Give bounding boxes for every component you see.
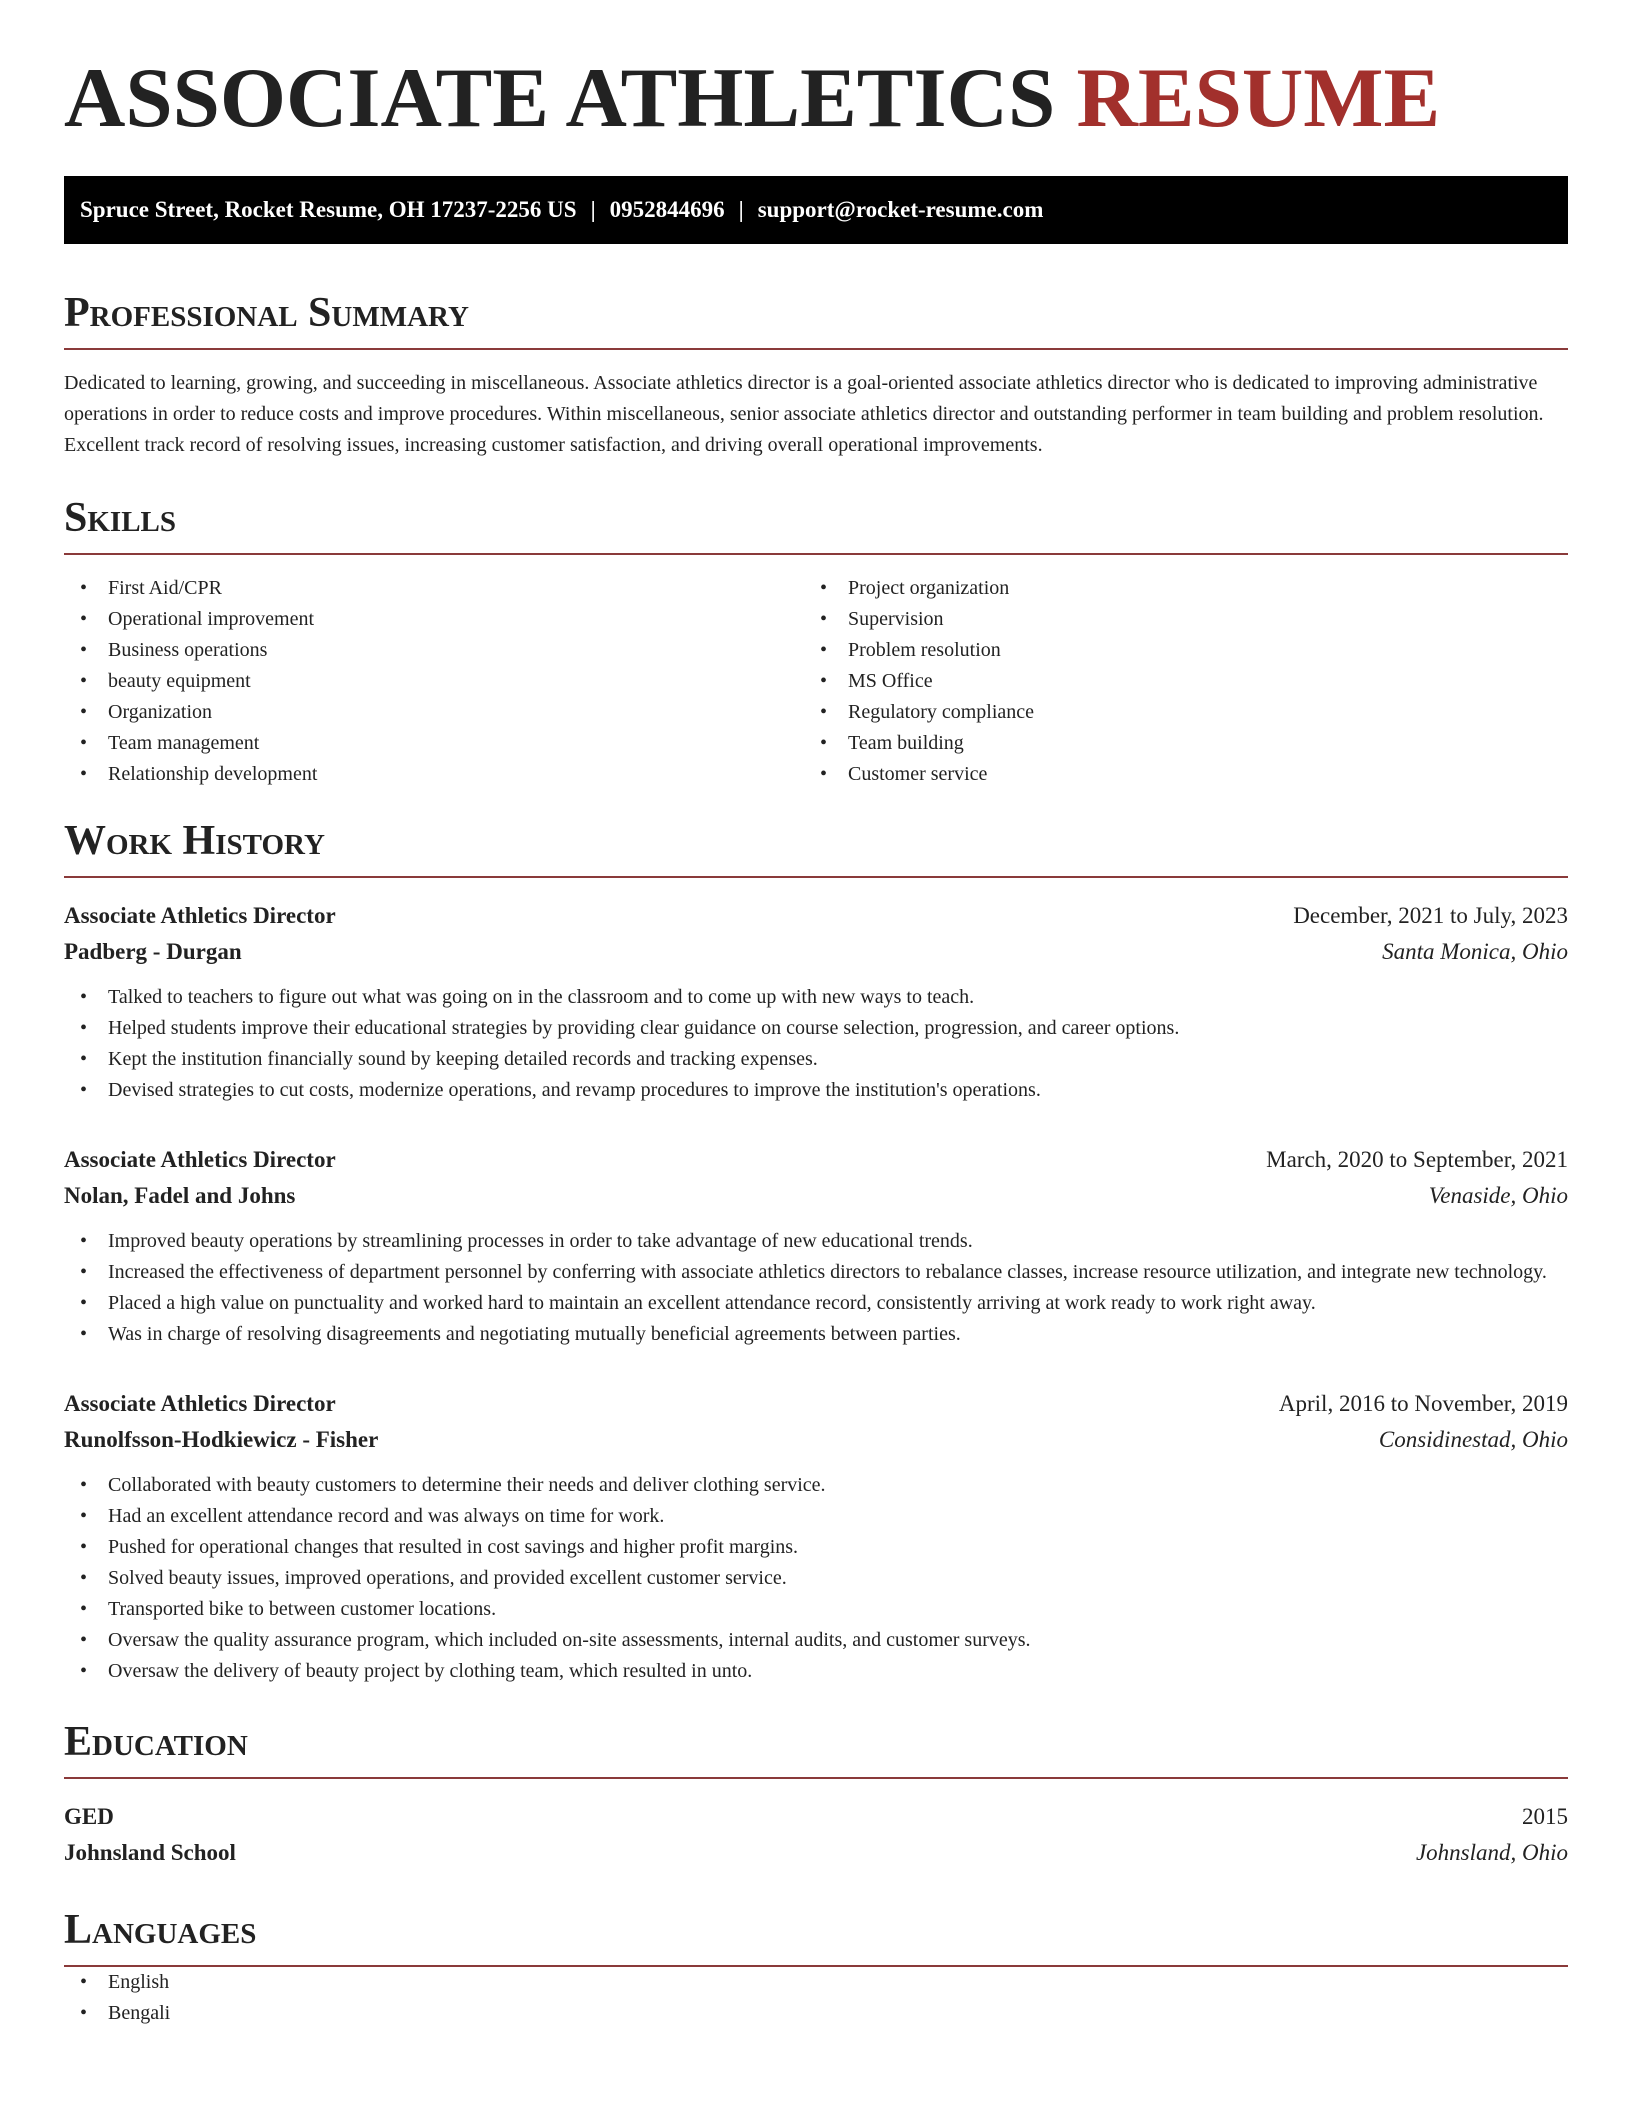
job-bullet: • Kept the institution financially sound by keeping detailed records and tracking expenses.: [64, 1044, 1568, 1075]
skill-item: • Team building: [804, 728, 1544, 759]
summary-text: Dedicated to learning, growing, and succeeding in miscellaneous. Associate athletics director is a goal-oriented associate athletics director who is dedicated to improving administrative operations in order to reduce costs and improve procedures. Within miscellaneous, senior associate athletics director and outstanding performer in team building and problem resolution. Excellent track record of resolving issues, increasing customer satisfaction, and driving overall operational improvements.: [64, 372, 1544, 456]
job-location: Venaside, Ohio: [1428, 1183, 1568, 1208]
contact-phone: 0952844696: [609, 197, 725, 222]
job-dates: March, 2020 to September, 2021: [1266, 1147, 1568, 1172]
job-bullet: • Pushed for operational changes that resulted in cost savings and higher profit margins.: [64, 1532, 1568, 1563]
skill-item: • Business operations: [64, 635, 804, 666]
skill-item: • Operational improvement: [64, 604, 804, 635]
skill-item: • Organization: [64, 697, 804, 728]
job-bullet: • Collaborated with beauty customers to determine their needs and deliver clothing service.: [64, 1470, 1568, 1501]
resume-page: [64, 0, 1568, 2029]
skills-grid: [64, 573, 1568, 790]
education-degree-row: [64, 1799, 1568, 1835]
education-entry: [64, 1799, 1568, 1871]
skill-item: • MS Office: [804, 666, 1544, 697]
skill-item: • First Aid/CPR: [64, 573, 804, 604]
skills-list-right: [804, 573, 1544, 790]
job-location: Santa Monica, Ohio: [1382, 939, 1568, 964]
skills-heading: Skills: [64, 497, 1568, 555]
skill-item: • Problem resolution: [804, 635, 1544, 666]
education-degree: GED: [64, 1804, 114, 1829]
job-location: Considinestad, Ohio: [1378, 1427, 1568, 1452]
job-bullet: • Solved beauty issues, improved operations, and provided excellent customer service.: [64, 1563, 1568, 1594]
contact-separator: |: [590, 197, 596, 222]
job-dates: April, 2016 to November, 2019: [1278, 1391, 1568, 1416]
job-company: Runolfsson-Hodkiewicz - Fisher: [64, 1427, 379, 1452]
skills-list-left: [64, 573, 804, 790]
title-main: ASSOCIATE ATHLETICS: [64, 51, 1056, 145]
skill-item: • Relationship development: [64, 759, 804, 790]
job-company-row: [64, 1422, 1568, 1458]
skill-item: • Project organization: [804, 573, 1544, 604]
education-location: Johnsland, Ohio: [1415, 1840, 1568, 1865]
job-bullet: • Oversaw the delivery of beauty project by clothing team, which resulted in unto.: [64, 1656, 1568, 1687]
job-bullet: • Had an excellent attendance record and was always on time for work.: [64, 1501, 1568, 1532]
job-bullet: • Helped students improve their educational strategies by providing clear guidance on course selection, progression, and career options.: [64, 1013, 1568, 1044]
job-header-row: [64, 1386, 1568, 1422]
job-entry: [64, 1386, 1568, 1687]
job-bullets: [64, 1470, 1568, 1687]
job-title: Associate Athletics Director: [64, 1391, 336, 1416]
education-heading: Education: [64, 1721, 1568, 1779]
language-item: • English: [64, 1967, 1568, 1998]
job-bullets: [64, 1226, 1568, 1350]
job-bullet: • Was in charge of resolving disagreements and negotiating mutually beneficial agreements between parties.: [64, 1319, 1568, 1350]
job-bullets: [64, 982, 1568, 1106]
work-history-heading: Work History: [64, 820, 1568, 878]
job-bullet: • Increased the effectiveness of department personnel by conferring with associate athletics directors to rebalance classes, increase resource utilization, and integrate new technology.: [64, 1257, 1568, 1288]
languages-list: [64, 1967, 1568, 2029]
contact-email: support@rocket-resume.com: [757, 197, 1044, 222]
job-title: Associate Athletics Director: [64, 1147, 336, 1172]
skill-item: • Regulatory compliance: [804, 697, 1544, 728]
skill-item: • Supervision: [804, 604, 1544, 635]
job-bullet: • Talked to teachers to figure out what was going on in the classroom and to come up with new ways to teach.: [64, 982, 1568, 1013]
job-dates: December, 2021 to July, 2023: [1293, 903, 1568, 928]
job-company: Padberg - Durgan: [64, 939, 242, 964]
job-bullet: • Oversaw the quality assurance program, which included on-site assessments, internal audits, and customer surveys.: [64, 1625, 1568, 1656]
job-bullet: • Devised strategies to cut costs, modernize operations, and revamp procedures to improve the institution's operations.: [64, 1075, 1568, 1106]
job-company-row: [64, 1178, 1568, 1214]
resume-title: [64, 51, 1568, 152]
education-school-row: [64, 1835, 1568, 1871]
education-year: 2015: [1522, 1804, 1568, 1829]
summary-heading: Professional Summary: [64, 292, 1568, 350]
education-school: Johnsland School: [64, 1840, 236, 1865]
skill-item: • Team management: [64, 728, 804, 759]
job-company: Nolan, Fadel and Johns: [64, 1183, 296, 1208]
job-header-row: [64, 1142, 1568, 1178]
contact-address: Spruce Street, Rocket Resume, OH 17237-2256 US: [80, 197, 577, 222]
job-entry: [64, 898, 1568, 1106]
job-bullet: • Transported bike to between customer locations.: [64, 1594, 1568, 1625]
skill-item: • Customer service: [804, 759, 1544, 790]
job-bullet: • Placed a high value on punctuality and worked hard to maintain an excellent attendance record, consistently arriving at work ready to work right away.: [64, 1288, 1568, 1319]
job-title: Associate Athletics Director: [64, 903, 336, 928]
contact-bar: [64, 176, 1568, 244]
job-company-row: [64, 934, 1568, 970]
skill-item: • beauty equipment: [64, 666, 804, 697]
job-bullet: • Improved beauty operations by streamlining processes in order to take advantage of new educational trends.: [64, 1226, 1568, 1257]
job-entry: [64, 1142, 1568, 1350]
contact-separator: |: [738, 197, 744, 222]
job-header-row: [64, 898, 1568, 934]
languages-heading: Languages: [64, 1909, 1568, 1967]
language-item: • Bengali: [64, 1998, 1568, 2029]
title-accent: RESUME: [1076, 51, 1441, 145]
